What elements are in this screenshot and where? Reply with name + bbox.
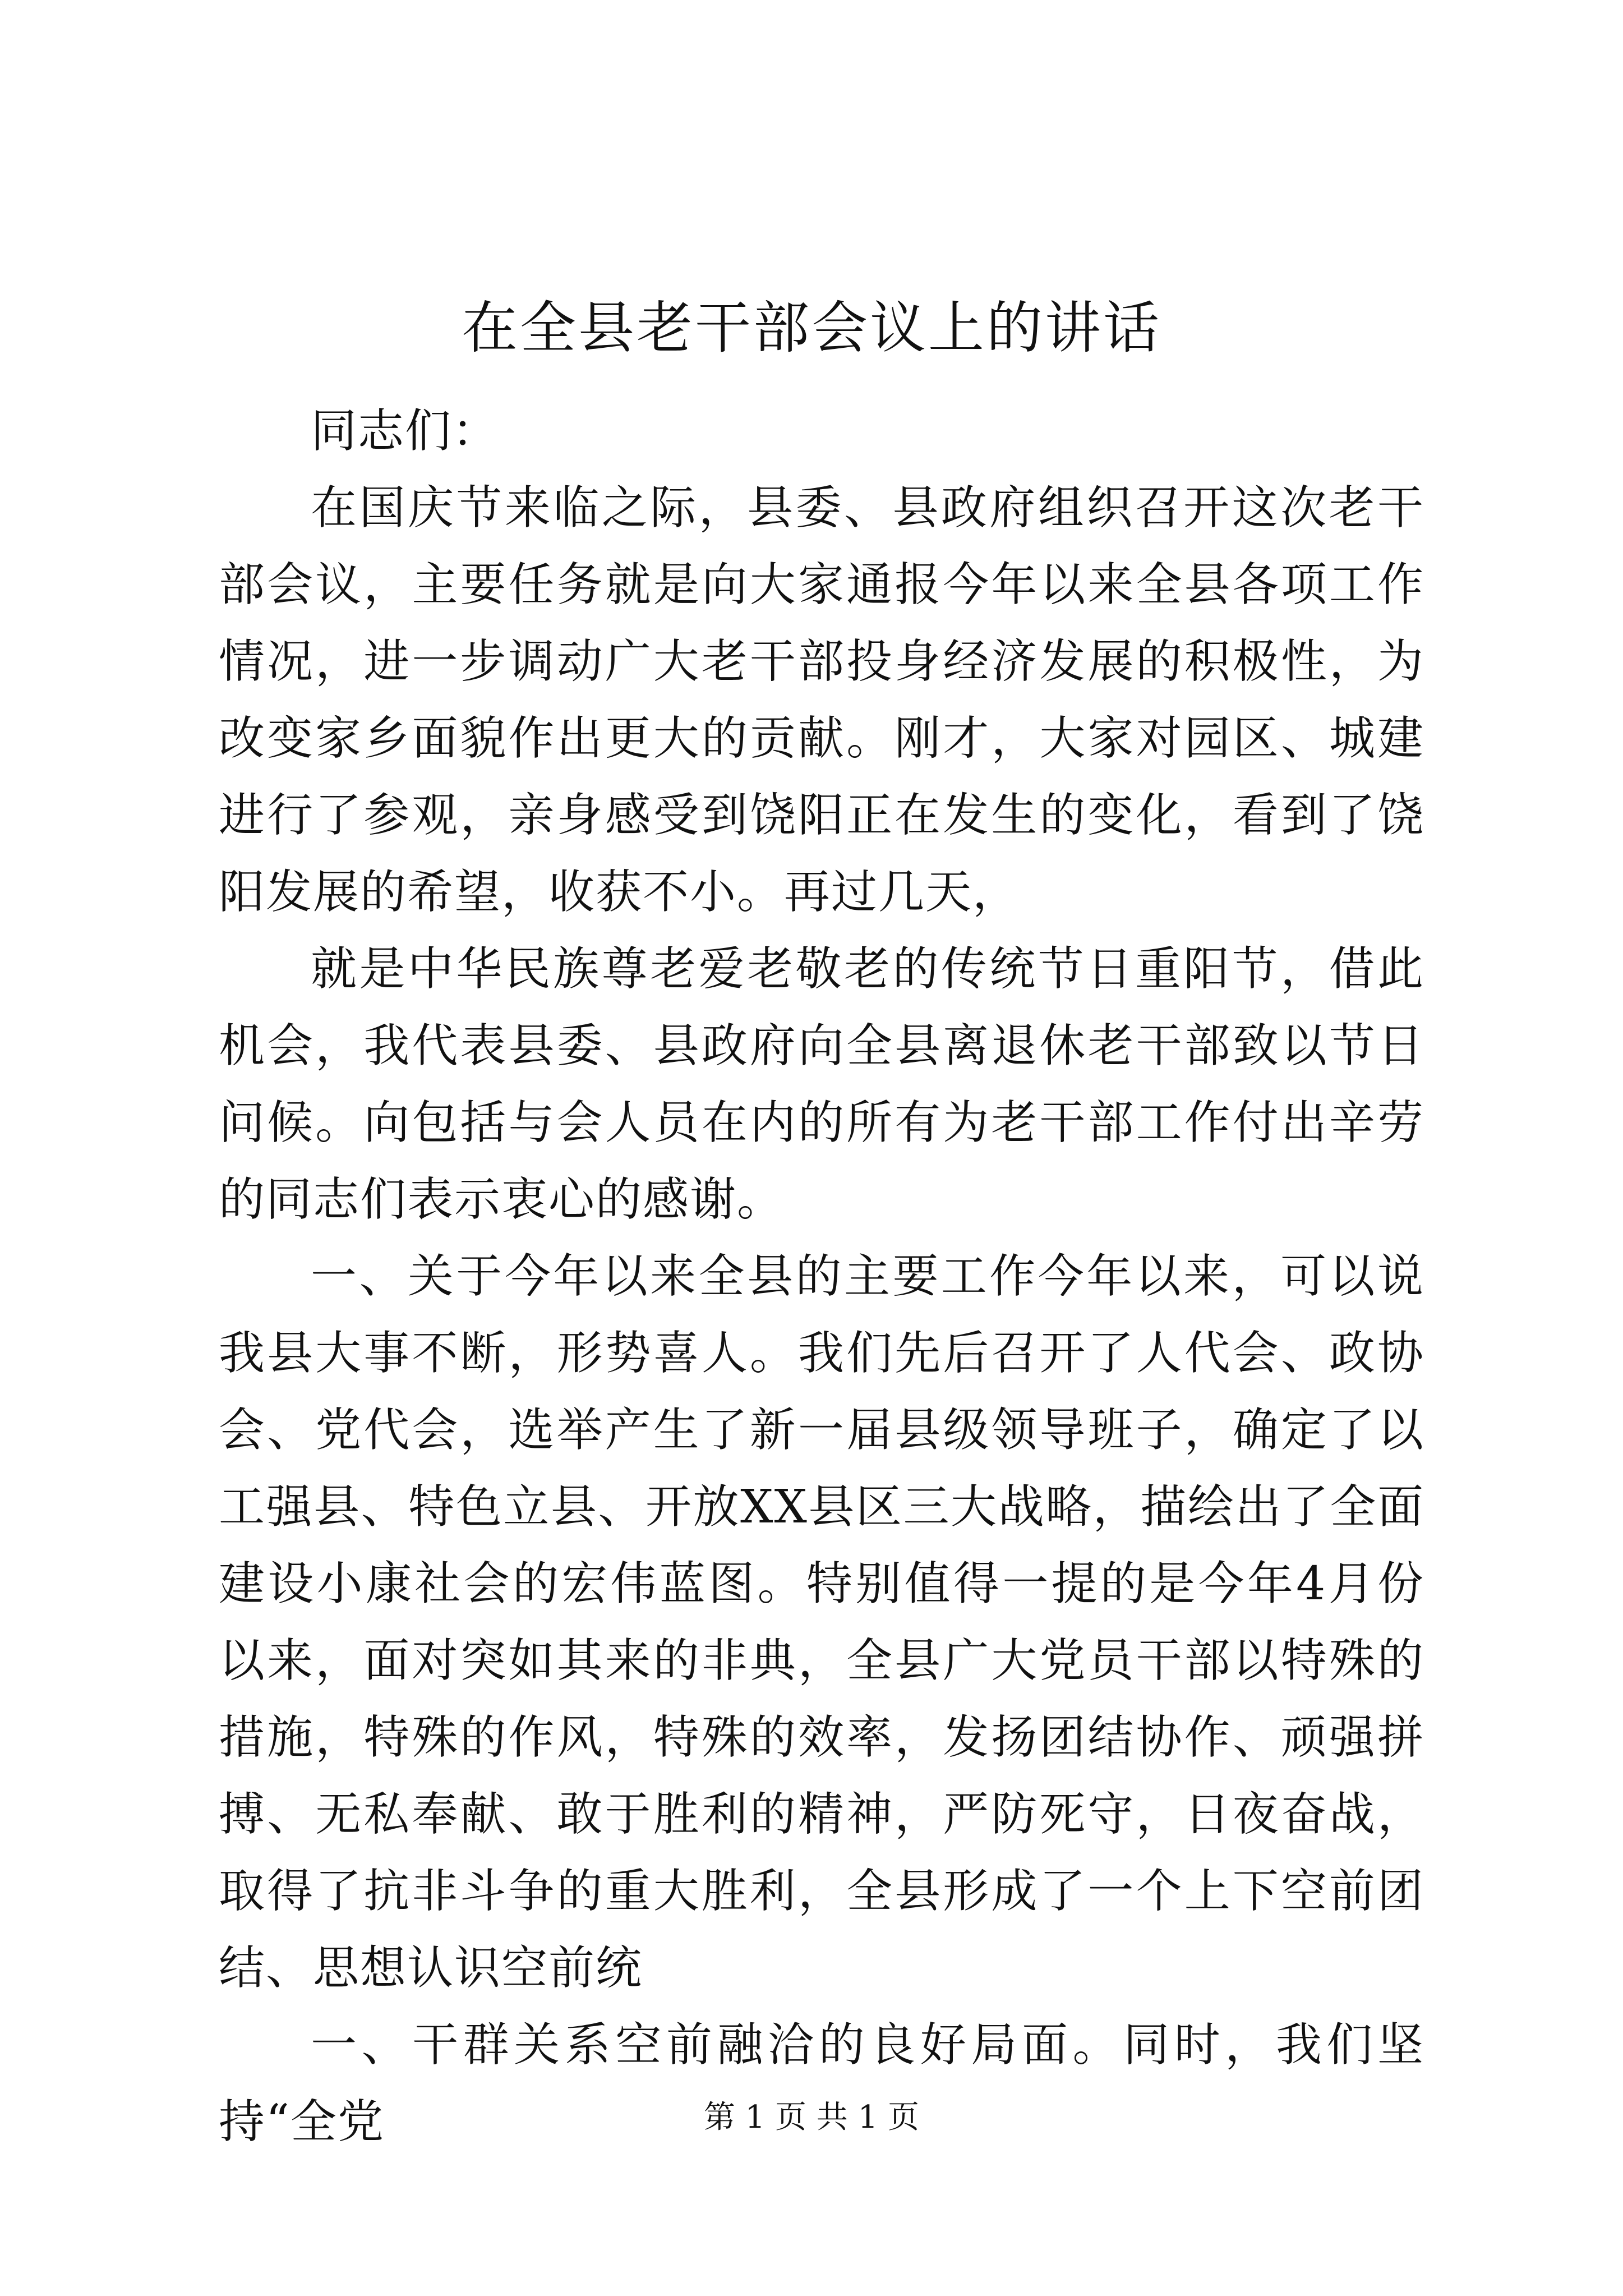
- document-title: 在全县老干部会议上的讲话: [462, 295, 1161, 361]
- page-number-footer: 第 1 页 共 1 页: [703, 2099, 920, 2136]
- paragraph: 一、关于今年以来全县的主要工作今年以来，可以说我县大事不断，形势喜人。我们先后召开了人代会、政协会、党代会，选举产生了新一届县级领导班子，确定了以工强县、特色立县、开放XX县区三大战略，描绘出了全面建设小康社会的宏伟蓝图。特别值得一提的是今年4月份以来，面对突如其来的非典，全县广大党员干部以特殊的措施，特殊的作风，特殊的效率，发扬团结协作、顽强拼搏、无私奉献、敢于胜利的精神，严防死守，日夜奋战，取得了抗非斗争的重大胜利，全县形成了一个上下空前团结、思想认识空前统: [219, 1250, 1424, 1995]
- paragraph: 在国庆节来临之际，县委、县政府组织召开这次老干部会议，主要任务就是向大家通报今年以来全县各项工作情况，进一步调动广大老干部投身经济发展的积极性，为改变家乡面貌作出更大的贡献。刚才，大家对园区、城建进行了参观，亲身感受到饶阳正在发生的变化，看到了饶阳发展的希望，收获不小。再过几天，: [219, 481, 1424, 919]
- salutation: 同志们：: [311, 404, 500, 458]
- paragraph: 就是中华民族尊老爱老敬老的传统节日重阳节，借此机会，我代表县委、县政府向全县离退休老干部致以节日问候。向包括与会人员在内的所有为老干部工作付出辛劳的同志们表示衷心的感谢。: [219, 942, 1424, 1226]
- document-body: [219, 393, 1424, 2160]
- paragraph: 一、干群关系空前融洽的良好局面。同时，我们坚持“全党: [219, 2018, 1424, 2148]
